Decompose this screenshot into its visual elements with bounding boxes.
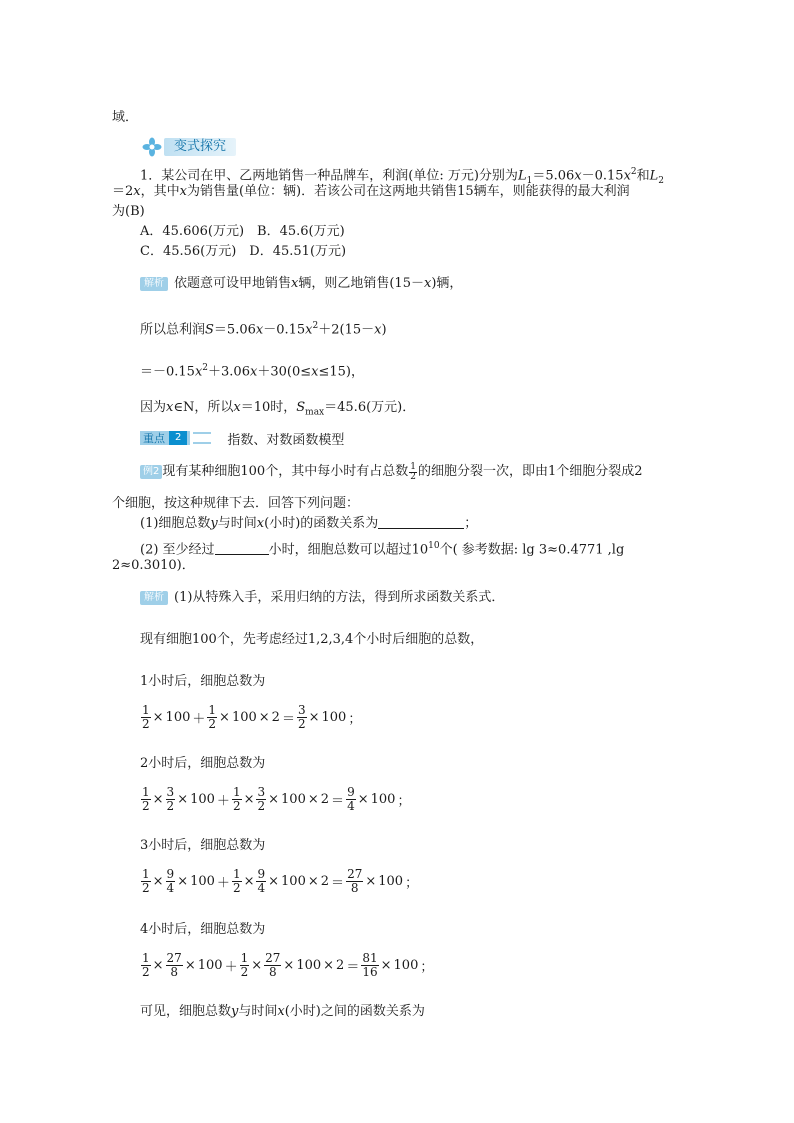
sol1-line-1: 解析 依题意可设甲地销售x辆，则乙地销售(15－x)辆， <box>140 274 462 294</box>
math-symbol: × <box>258 710 270 725</box>
math-symbol: × <box>251 958 263 973</box>
math-symbol: × <box>380 958 392 973</box>
math-symbol: × <box>268 874 280 889</box>
q1-options-ab: A．45.606(万元) B．45.6(万元) <box>140 224 345 239</box>
fraction: $\frac{27}{8}$ <box>265 951 281 979</box>
math-symbol: × <box>365 874 377 889</box>
number: 100 <box>197 958 223 973</box>
fraction: $\frac{1}{2}$ <box>232 867 241 895</box>
fraction: $\frac{1}{2}$ <box>232 785 241 813</box>
fraction: $\frac{1}{2}$ <box>142 703 150 731</box>
ex2-line-2: 个细胞，按这种规律下去．回答下列问题： <box>112 496 360 511</box>
banner-label: 变式探究 <box>164 138 236 156</box>
fraction: $\frac{3}{2}$ <box>257 785 266 813</box>
q1-options-cd: C．45.56(万元) D．45.51(万元) <box>140 244 347 259</box>
math-symbol: × <box>308 710 320 725</box>
math-symbol: × <box>152 874 164 889</box>
number: 100 <box>190 792 215 807</box>
math-symbol: ＝ <box>331 876 345 891</box>
fraction: $\frac{9}{4}$ <box>257 867 266 895</box>
number: 2 <box>271 710 280 725</box>
sol2-line-1: 解析 (1)从特殊入手，采用归纳的方法，得到所求函数关系式． <box>140 588 504 608</box>
math-symbol: × <box>307 792 319 807</box>
number: 100 <box>321 710 347 725</box>
math-symbol: × <box>243 874 255 889</box>
number: 100 <box>393 958 419 973</box>
number: 2 <box>320 874 330 889</box>
fraction: $\frac{3}{2}$ <box>166 785 175 813</box>
q1-line-3: 为(B) <box>112 204 145 219</box>
math-symbol: ＝ <box>346 960 360 975</box>
answer-blank[interactable] <box>378 514 464 529</box>
fraction: $\frac{9}{4}$ <box>166 867 175 895</box>
sol1-line-2: 所以总利润$S=5.06x-0.15x^2+2(15-x)$ <box>140 321 387 338</box>
hour-2-label: 2小时后，细胞总数为 <box>140 756 266 771</box>
key-point-tag: 重点 2 <box>140 431 190 445</box>
math-symbol: × <box>323 958 335 973</box>
math-symbol: × <box>307 874 319 889</box>
formula-hour-2 <box>140 786 411 813</box>
sol2-line-2: 现有细胞100个，先考虑经过1,2,3,4个小时后细胞的总数， <box>140 632 484 647</box>
q1-line-2: ＝2x，其中x为销售量(单位：辆)．若该公司在这两地共销售15辆车，则能获得的最大利润 <box>112 184 630 199</box>
fraction: $\frac{1}{2}$ <box>208 703 217 731</box>
hour-4-label: 4小时后，细胞总数为 <box>140 922 266 937</box>
math-symbol: ＝ <box>331 794 345 809</box>
key-point-title: 指数、对数函数模型 <box>227 432 345 448</box>
formula-hour-3 <box>140 868 419 895</box>
number: 100 <box>231 710 257 725</box>
math-symbol: ＋ <box>192 712 206 727</box>
math-symbol: ； <box>405 876 419 891</box>
formula-hour-1 <box>140 704 362 731</box>
hour-1-label: 1小时后，细胞总数为 <box>140 674 266 689</box>
q1-line-1: 1．某公司在甲、乙两地销售一种品牌车，利润(单位: 万元)分别为$L_1=5.06x-0.15x^2$和$L_2$ <box>140 167 665 186</box>
math-symbol: × <box>219 710 230 725</box>
solution-tag: 解析 <box>140 591 168 605</box>
sol1-line-4: 因为x∈N，所以x＝10时，$S_{max}=45.6$(万元)． <box>140 400 416 418</box>
math-symbol: ＝ <box>281 712 295 727</box>
number: 100 <box>165 710 191 725</box>
math-symbol: ＋ <box>216 876 230 891</box>
fraction: $\frac{27}{8}$ <box>347 867 363 895</box>
fraction: $\frac{1}{2}$ <box>410 461 416 482</box>
math-symbol: × <box>177 874 189 889</box>
formula-hour-4 <box>140 952 434 979</box>
math-symbol: × <box>268 792 280 807</box>
math-symbol: × <box>283 958 295 973</box>
number: 100 <box>281 792 306 807</box>
flower-icon <box>142 137 162 157</box>
solution-tag: 解析 <box>140 277 168 291</box>
answer-blank[interactable] <box>215 540 269 555</box>
number: 100 <box>378 874 404 889</box>
ex2-line-1: 例2 现有某种细胞100个，其中每小时有占总数 $\frac{1}{2}$ 的细胞分裂一次，即由1个细胞分裂成2 <box>140 462 642 482</box>
number: 2 <box>320 792 330 807</box>
ex2-line-3: (1)细胞总数y与时间x(小时)的函数关系为 ； <box>140 516 478 531</box>
math-symbol: ＋ <box>224 960 238 975</box>
decorative-bars-icon <box>193 432 211 444</box>
fraction: $\frac{81}{16}$ <box>362 951 378 979</box>
fraction: $\frac{9}{4}$ <box>347 785 355 813</box>
number: 100 <box>296 958 322 973</box>
math-symbol: × <box>357 792 369 807</box>
math-symbol: × <box>177 792 189 807</box>
math-symbol: ＋ <box>216 794 230 809</box>
text-fragment: 域． <box>112 110 139 125</box>
ex2-line-5: 2≈0.3010)． <box>112 558 195 573</box>
fraction: $\frac{1}{2}$ <box>142 867 150 895</box>
math-symbol: × <box>152 792 164 807</box>
example-tag: 例2 <box>140 465 162 479</box>
hour-3-label: 3小时后，细胞总数为 <box>140 838 266 853</box>
fraction: $\frac{1}{2}$ <box>240 951 249 979</box>
fraction: $\frac{27}{8}$ <box>166 951 182 979</box>
variation-banner <box>142 137 236 157</box>
math-symbol: ； <box>348 712 362 727</box>
fraction: $\frac{3}{2}$ <box>297 703 306 731</box>
number: 100 <box>370 792 396 807</box>
math-symbol: × <box>152 710 164 725</box>
fraction: $\frac{1}{2}$ <box>142 785 150 813</box>
number: 100 <box>190 874 215 889</box>
sol2-last-line: 可见，细胞总数y与时间x(小时)之间的函数关系为 <box>140 1004 425 1019</box>
number: 2 <box>336 958 345 973</box>
key-point-header <box>140 430 344 446</box>
number: 100 <box>281 874 306 889</box>
ex2-line-4: (2) 至少经过 小时，细胞总数可以超过$10^{10}$个( 参考数据: lg 3≈0.4771 ,lg <box>140 541 625 558</box>
math-symbol: ； <box>420 960 434 975</box>
fraction: $\frac{1}{2}$ <box>142 951 150 979</box>
math-symbol: × <box>152 958 164 973</box>
math-symbol: × <box>184 958 196 973</box>
math-symbol: × <box>243 792 255 807</box>
math-symbol: ； <box>397 794 411 809</box>
sol1-line-3: $=-0.15x^2+3.06x+30(0\le x\le 15)$， <box>140 363 364 380</box>
